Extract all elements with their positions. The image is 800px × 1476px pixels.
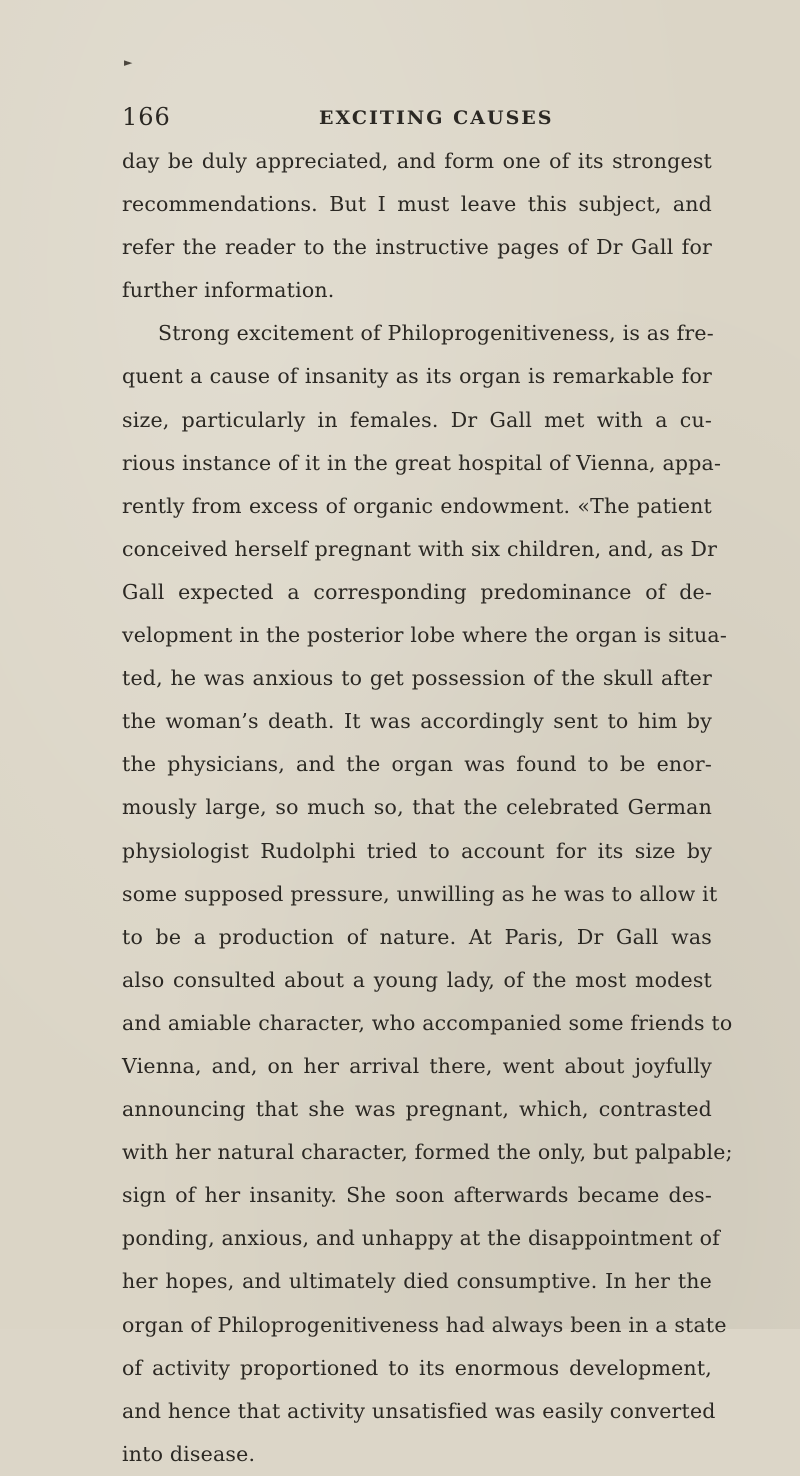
- text-line: quent a cause of insanity as its organ is remarkable for: [122, 364, 712, 389]
- text-line: size, particularly in females. Dr Gall met with a cu-: [122, 407, 712, 432]
- text-line: of activity proportioned to its enormous development,: [122, 1355, 712, 1380]
- text-line: Gall expected a corresponding predominance of de-: [122, 579, 712, 604]
- text-line: rently from excess of organic endowment. «The patient: [122, 493, 712, 518]
- text-line: conceived herself pregnant with six children, and, as Dr: [122, 536, 718, 561]
- text-line: and hence that activity unsatisfied was easily converted: [122, 1398, 716, 1423]
- text-line: ponding, anxious, and unhappy at the disappointment of: [122, 1226, 720, 1251]
- text-line: recommendations. But I must leave this subject, and: [122, 192, 712, 217]
- text-line: into disease.: [122, 1441, 256, 1466]
- text-line: to be a production of nature. At Paris, Dr Gall was: [122, 924, 712, 949]
- text-line: with her natural character, formed the only, but palpable;: [122, 1140, 733, 1165]
- page-header: [122, 103, 707, 135]
- text-line: sign of her insanity. She soon afterwards became des-: [122, 1183, 712, 1208]
- body-text: [122, 140, 733, 1476]
- text-line: Strong excitement of Philoprogenitiveness, is as fre-: [158, 321, 714, 346]
- running-head: EXCITING CAUSES: [319, 107, 554, 129]
- printer-mark: ►: [124, 56, 133, 69]
- text-line: velopment in the posterior lobe where the organ is situa-: [122, 623, 727, 648]
- text-line: refer the reader to the instructive pages of Dr Gall for: [122, 235, 712, 260]
- page-number: 166: [122, 103, 171, 131]
- text-line: day be duly appreciated, and form one of its strongest: [122, 149, 712, 173]
- text-line: further information.: [122, 278, 335, 303]
- text-line: organ of Philoprogenitiveness had always been in a state: [122, 1312, 727, 1337]
- text-line: some supposed pressure, unwilling as he was to allow it: [122, 881, 718, 906]
- text-line: physiologist Rudolphi tried to account for its size by: [122, 838, 712, 863]
- text-line: her hopes, and ultimately died consumptive. In her the: [122, 1269, 712, 1294]
- text-line: announcing that she was pregnant, which, contrasted: [122, 1097, 712, 1122]
- text-line: and amiable character, who accompanied some friends to: [122, 1010, 733, 1035]
- text-line: the physicians, and the organ was found to be enor-: [122, 752, 712, 777]
- text-line: also consulted about a young lady, of the most modest: [122, 967, 712, 992]
- text-line: mously large, so much so, that the celebrated German: [122, 795, 712, 820]
- text-line: Vienna, and, on her arrival there, went about joyfully: [122, 1053, 712, 1078]
- text-line: ted, he was anxious to get possession of the skull after: [122, 666, 712, 691]
- text-line: the woman’s death. It was accordingly sent to him by: [122, 709, 712, 734]
- text-line: rious instance of it in the great hospital of Vienna, appa-: [122, 450, 722, 475]
